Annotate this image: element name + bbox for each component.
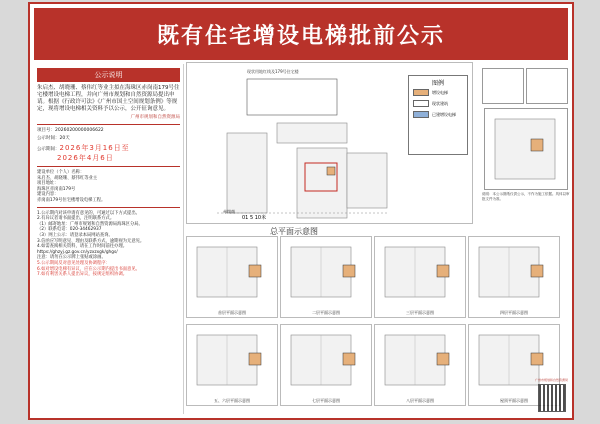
notice-item: （2）联系电话：020-34462937 (37, 227, 102, 233)
legend-item (409, 109, 467, 120)
divider (37, 166, 180, 167)
floor-plans (186, 236, 566, 412)
notice-items-red (37, 261, 180, 278)
notice-item: （3）网上公示：请登录本局网站查询。 (37, 232, 113, 238)
floor-plan (280, 324, 372, 406)
notice-item: 2.有异议者请书面提出，注明联系方式。 (37, 216, 115, 222)
notice-item-red: 6.如对增设电梯有异议，应在公示期内提出书面意见。 (37, 266, 140, 272)
site-plan-caption: 总平面示意图 (270, 227, 318, 236)
floor-plan-drawing (375, 237, 465, 307)
floor-plan (468, 236, 560, 318)
floor-plan (280, 236, 372, 318)
floor-plan-caption: 二层平面示意图 (312, 310, 340, 315)
floor-plan (186, 324, 278, 406)
applicant: 朱启杰、胡晓珊、蔡伟红等业主 (37, 175, 98, 181)
scope: 赤岗南179号住宅楼增设电梯工程。 (37, 197, 106, 203)
notice-items (37, 211, 180, 261)
qr-code (538, 384, 566, 412)
notice-item-red: 7.如有利害关系人提出异议，按规定组织协调。 (37, 272, 128, 278)
floor-plan-caption: 五、六层平面示意图 (214, 398, 250, 403)
notice-body: 朱启杰、胡晓珊、蔡伟红等业主拟在海珠区赤岗南179号住宅楼增设电梯工程，并向广州市规划和自然资源局提出申请。根据《行政许可法》《广州市国土空间规划条例》等规定，现将增设电梯相关资料予以公示，公开征询意见。 (37, 85, 180, 112)
floor-plan-caption: 屋顶平面示意图 (500, 398, 528, 403)
map-legend (408, 75, 468, 155)
drawing-sheet (482, 68, 524, 104)
floor-plan (374, 236, 466, 318)
floor-plan-drawing (187, 325, 277, 395)
legend-rows (409, 87, 467, 120)
street-label: 赤岗南 (223, 209, 235, 214)
floor-plan-caption: 首层平面示意图 (218, 310, 246, 315)
legend-label: 现状建筑 (432, 100, 448, 106)
floor-plan-drawing (281, 237, 371, 307)
legend-swatch (413, 100, 429, 107)
stamp-text: 广州市规划和自然资源局 (534, 378, 568, 382)
floor-plan-caption: 三层平面示意图 (406, 310, 434, 315)
applicant-label: 建设单位（个人）名称： (37, 170, 85, 176)
map-label: 现状用地红线及179号住宅楼 (247, 69, 299, 74)
divider (37, 124, 180, 125)
floor-plan (186, 236, 278, 318)
notice-column (34, 64, 184, 414)
notice-item: （1）邮寄地址：广州市规划和自然资源局海珠区分局。 (37, 221, 143, 227)
notice-item: 4.如需查阅相关资料，请在工作时间前往办理。 (37, 244, 128, 250)
scope-label: 建设内容： (37, 192, 59, 198)
notice-item: https://ghzyj.gz.gov.cn/yzxzxgk/ghgs/ (37, 249, 118, 255)
notice-item: 1.公示期内对该申请有意见的，可通过以下方式提出。 (37, 210, 140, 216)
project-no: 项目号：20260200000006622 (37, 128, 104, 134)
legend-swatch (413, 111, 429, 118)
right-drawings (482, 66, 570, 226)
floor-plan-drawing (469, 237, 559, 307)
floor-plan-drawing (187, 237, 277, 307)
floor-plan-caption: 八层平面示意图 (406, 398, 434, 403)
floor-plan-drawing (281, 325, 371, 395)
start-date: 公示期间：2026年3月16日至 (37, 143, 130, 152)
page-title: 既有住宅增设电梯批前公示 (34, 8, 568, 60)
drawing-sheet (484, 108, 568, 190)
notice-heading: 公示说明 (37, 68, 180, 82)
end-date: 2026年4月6日 (57, 153, 114, 162)
floor-plan-caption: 七层平面示意图 (312, 398, 340, 403)
notice-item: 3.信函应写明意见、理由及联系方式，逾期视为无意见。 (37, 238, 145, 244)
legend-swatch (413, 89, 429, 96)
period: 公示时间：20天 (37, 136, 70, 142)
right-note: 说明：本公示图纸仅供公示，不作为施工依据。具体以审批文件为准。 (482, 192, 570, 201)
address: 海珠区赤岗南179号 (37, 186, 76, 192)
notice-item: 注意：请勿在公示牌上张贴或涂画。 (37, 255, 106, 261)
drawing-sheet (526, 68, 568, 104)
site-plan (186, 62, 473, 224)
notice-item-red: 5.公示期间反对意见处理及协调程序： (37, 260, 110, 266)
floor-plan-caption: 四层平面示意图 (500, 310, 528, 315)
address-label: 项目地址： (37, 181, 59, 187)
divider (37, 207, 180, 208)
authority: 广州市规划和自然资源局 (130, 115, 180, 120)
legend-label: 增设电梯 (432, 89, 448, 95)
notice-board (28, 2, 574, 420)
legend-item (409, 98, 467, 109)
legend-title: 图例 (431, 80, 444, 87)
scale-bar: 01 5 10米 (242, 215, 267, 221)
legend-item (409, 87, 467, 98)
floor-plan (374, 324, 466, 406)
legend-label: 已建增设电梯 (432, 111, 456, 117)
floor-plan-drawing (375, 325, 465, 395)
